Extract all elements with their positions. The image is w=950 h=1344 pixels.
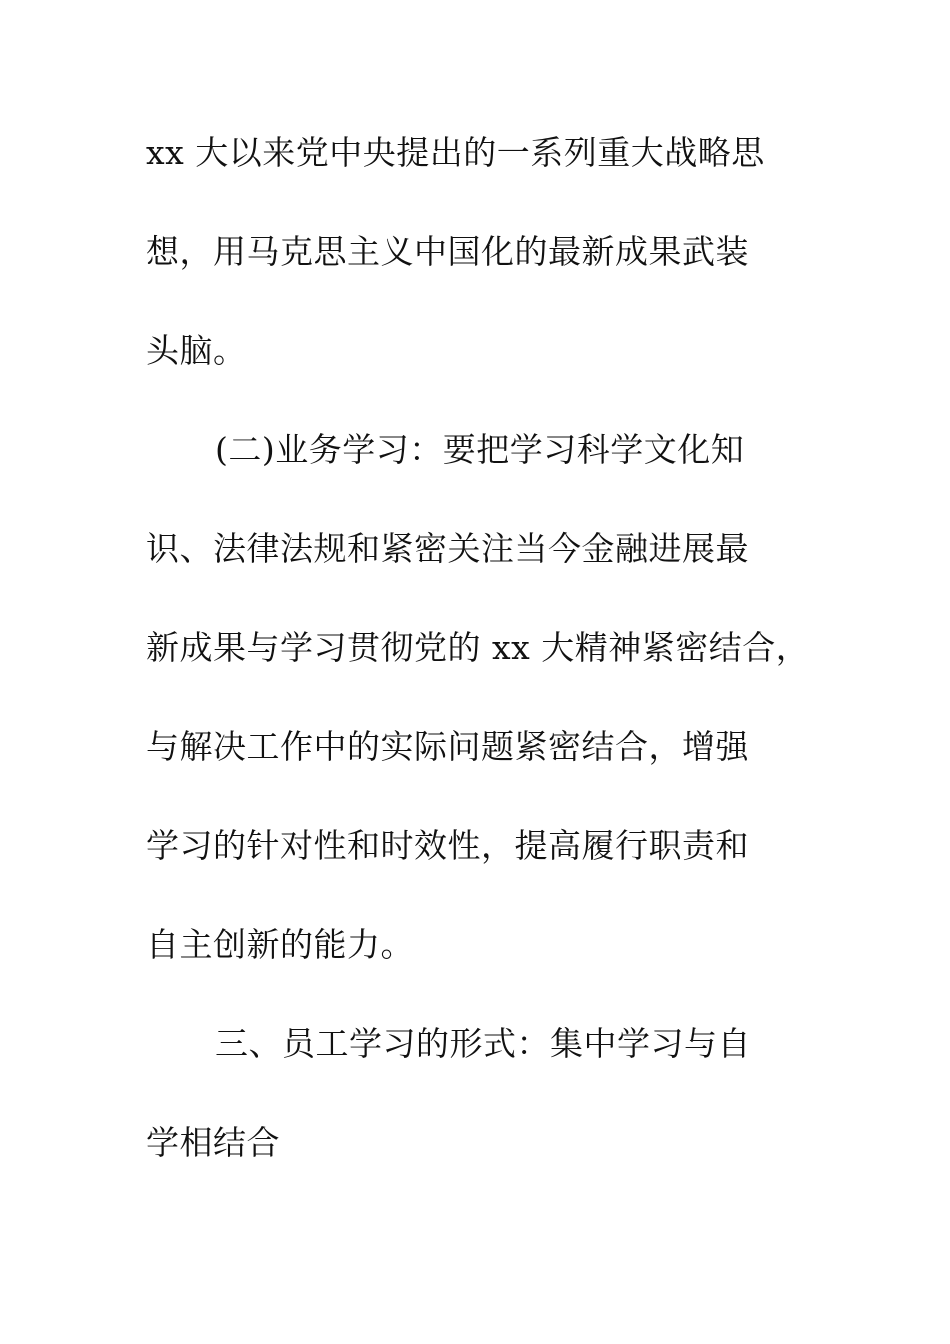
section-heading-study-form: 三、员工学习的形式：集中学习与自 — [215, 1024, 751, 1063]
paragraph-line: 识、法律法规和紧密关注当今金融进展最 — [146, 529, 749, 568]
paragraph-line: 头脑。 — [146, 331, 247, 370]
paragraph-line: 与解决工作中的实际问题紧密结合，增强 — [146, 727, 749, 766]
section-heading-business-study: (二)业务学习：要把学习科学文化知 — [215, 430, 745, 469]
paragraph-line: 自主创新的能力。 — [146, 925, 414, 964]
paragraph-line: 学习的针对性和时效性，提高履行职责和 — [146, 826, 749, 865]
paragraph-line: 想，用马克思主义中国化的最新成果武装 — [146, 232, 749, 271]
paragraph-line: 学相结合 — [146, 1123, 280, 1162]
paragraph-line: xx 大以来党中央提出的一系列重大战略思 — [146, 133, 765, 172]
paragraph-line: 新成果与学习贯彻党的 xx 大精神紧密结合， — [146, 628, 810, 667]
